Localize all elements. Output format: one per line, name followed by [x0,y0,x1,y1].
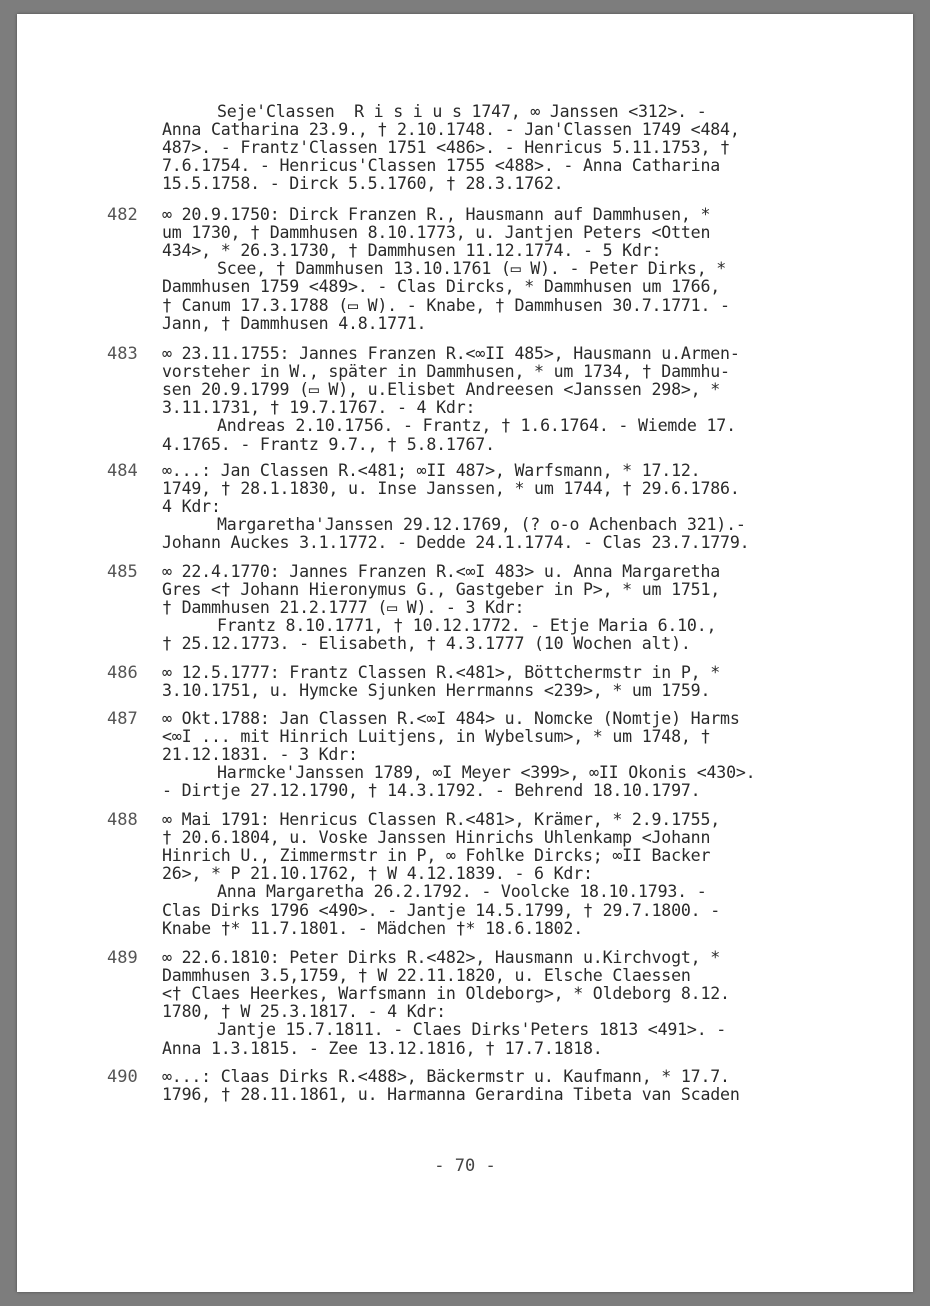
entry-line: ∞...: Claas Dirks R.<488>, Bäckermstr u. Kaufmann, * 17.7. [162,1067,730,1086]
entry-line: 26>, * P 21.10.1762, † W 4.12.1839. - 6 Kdr: [162,864,593,884]
entry-line: 4.1765. - Frantz 9.7., † 5.8.1767. [162,434,495,454]
entry-line: sen 20.9.1799 (▭ W), u.Elisbet Andreesen <Janssen 298>, * [162,380,721,400]
entry-line: † Dammhusen 21.2.1777 (▭ W). - 3 Kdr: [162,598,525,618]
entry-line: ∞ Mai 1791: Henricus Classen R.<481>, Krämer, * 2.9.1755, [162,810,721,829]
entry-number: 490 [107,1067,138,1087]
entry-line: † 20.6.1804, u. Voske Janssen Hinrichs Uhlenkamp <Johann [162,828,711,848]
entry-line: Jann, † Dammhusen 4.8.1771. [162,313,427,333]
entry-line: ∞ 12.5.1777: Frantz Classen R.<481>, Böttchermstr in P, * [162,663,721,682]
entry-line: Gres <† Johann Hieronymus G., Gastgeber in P>, * um 1751, [162,580,721,600]
entry-line: Knabe †* 11.7.1801. - Mädchen †* 18.6.1802. [162,918,583,938]
entry-line: 21.12.1831. - 3 Kdr: [162,745,358,765]
entry-line: 3.10.1751, u. Hymcke Sjunken Herrmanns <239>, * um 1759. [162,681,711,701]
entry-line: ∞ 22.4.1770: Jannes Franzen R.<∞I 483> u. Anna Margaretha [162,562,721,581]
document-page [17,14,913,1292]
entry-line: Scee, † Dammhusen 13.10.1761 (▭ W). - Peter Dirks, * [217,259,727,279]
entry-line: ∞ 23.11.1755: Jannes Franzen R.<∞II 485>, Hausmann u.Armen- [162,344,740,363]
entry-line: um 1730, † Dammhusen 8.10.1773, u. Jantjen Peters <Otten [162,223,711,243]
entry-line: - Dirtje 27.12.1790, † 14.3.1792. - Behrend 18.10.1797. [162,781,701,801]
entry-line: Clas Dirks 1796 <490>. - Jantje 14.5.1799, † 29.7.1800. - [162,900,721,920]
entry-line: Dammhusen 1759 <489>. - Clas Dircks, * Dammhusen um 1766, [162,277,721,297]
entry-line: 15.5.1758. - Dirck 5.5.1760, † 28.3.1762. [162,174,564,194]
entry-number: 486 [107,663,138,683]
entry-line: 7.6.1754. - Henricus'Classen 1755 <488>. - Anna Catharina [162,156,721,176]
entry-line: Johann Auckes 3.1.1772. - Dedde 24.1.1774. - Clas 23.7.1779. [162,533,750,553]
entry-line: Anna Margaretha 26.2.1792. - Voolcke 18.10.1793. - [217,882,707,902]
entry-line: Seje'Classen R i s i u s 1747, ∞ Janssen <312>. - [217,102,707,121]
entry-number: 485 [107,562,138,582]
entry-number: 489 [107,948,138,968]
entry-number: 484 [107,461,138,481]
entry-line: Anna 1.3.1815. - Zee 13.12.1816, † 17.7.1818. [162,1038,603,1058]
entry-line: 487>. - Frantz'Classen 1751 <486>. - Henricus 5.11.1753, † [162,138,730,158]
entry-line: 1796, † 28.11.1861, u. Harmanna Gerardina Tibeta van Scaden [162,1085,740,1105]
entry-line: ∞ 22.6.1810: Peter Dirks R.<482>, Hausmann u.Kirchvogt, * [162,948,721,967]
entry-line: Margaretha'Janssen 29.12.1769, (? o-o Achenbach 321).- [217,515,746,535]
entry-line: Anna Catharina 23.9., † 2.10.1748. - Jan'Classen 1749 <484, [162,120,740,140]
entry-line: † Canum 17.3.1788 (▭ W). - Knabe, † Dammhusen 30.7.1771. - [162,295,730,315]
entry-line: Hinrich U., Zimmermstr in P, ∞ Fohlke Dircks; ∞II Backer [162,846,711,866]
entry-line: 434>, * 26.3.1730, † Dammhusen 11.12.1774. - 5 Kdr: [162,241,662,261]
entry-line: 4 Kdr: [162,497,221,517]
entry-line: ∞ Okt.1788: Jan Classen R.<∞I 484> u. Nomcke (Nomtje) Harms [162,709,740,728]
entry-number: 487 [107,709,138,729]
entry-line: † 25.12.1773. - Elisabeth, † 4.3.1777 (10 Wochen alt). [162,634,691,654]
entry-line: Frantz 8.10.1771, † 10.12.1772. - Etje Maria 6.10., [217,616,717,636]
entry-number: 488 [107,810,138,830]
entry-number: 483 [107,344,138,364]
entry-line: <∞I ... mit Hinrich Luitjens, in Wybelsum>, * um 1748, † [162,727,711,747]
entry-line: <† Claes Heerkes, Warfsmann in Oldeborg>, * Oldeborg 8.12. [162,984,730,1004]
entry-line: Dammhusen 3.5,1759, † W 22.11.1820, u. Elsche Claessen [162,966,691,986]
entry-line: vorsteher in W., später in Dammhusen, * um 1734, † Dammhu- [162,362,730,382]
entry-number: 482 [107,205,138,225]
entry-line: 1780, † W 25.3.1817. - 4 Kdr: [162,1002,446,1022]
entry-line: ∞ 20.9.1750: Dirck Franzen R., Hausmann auf Dammhusen, * [162,205,711,224]
entry-line: Jantje 15.7.1811. - Claes Dirks'Peters 1813 <491>. - [217,1020,727,1040]
entry-line: Harmcke'Janssen 1789, ∞I Meyer <399>, ∞II Okonis <430>. [217,763,756,783]
entry-line: Andreas 2.10.1756. - Frantz, † 1.6.1764. - Wiemde 17. [217,416,736,436]
entry-line: ∞...: Jan Classen R.<481; ∞II 487>, Warfsmann, * 17.12. [162,461,701,480]
entry-line: 1749, † 28.1.1830, u. Inse Janssen, * um 1744, † 29.6.1786. [162,479,740,499]
entry-line: 3.11.1731, † 19.7.1767. - 4 Kdr: [162,398,476,418]
page-number: - 70 - [434,1156,496,1176]
